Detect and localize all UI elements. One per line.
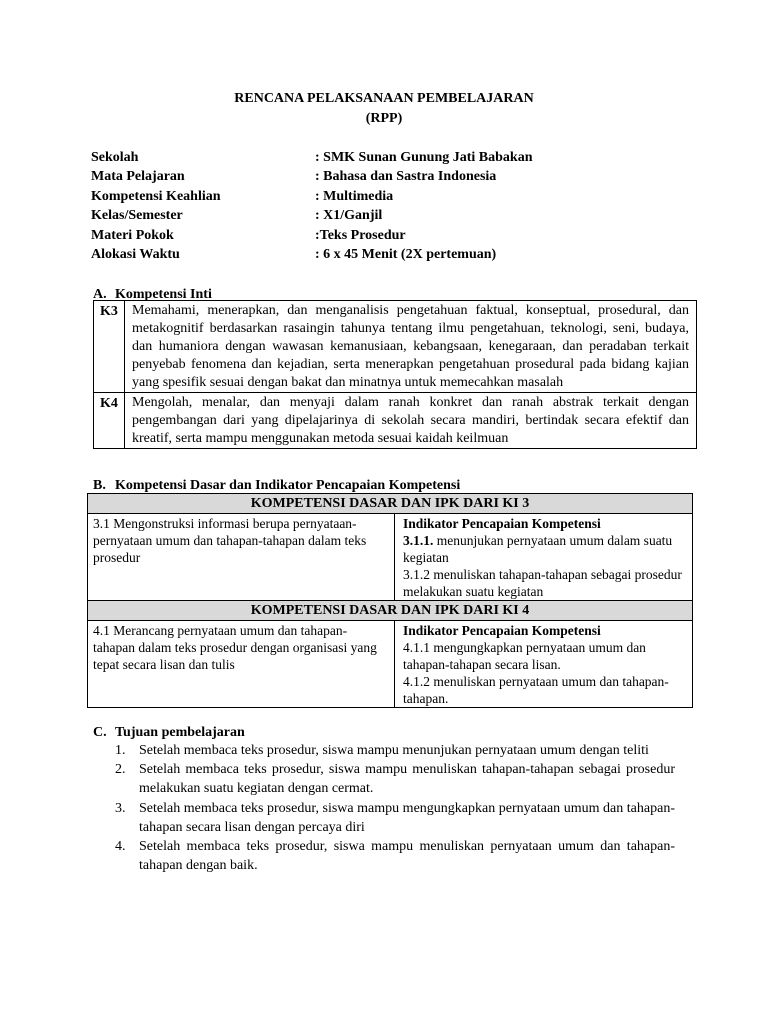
- document-title: RENCANA PELAKSANAAN PEMBELAJARAN: [234, 91, 534, 106]
- ki-description: Memahami, menerapkan, dan menganalisis pengetahuan faktual, konseptual, prosedural, dan metakognitif berdasarkan rasaingin tahunya tentang ilmu pengetahuan, teknologi, seni, budaya, dan humaniora dengan wawasan kemanusiaan, kebangsaan, kenegaraan, dan peradaban terkait penyebab fenomena dan kejadian, serta menerapkan pengetahuan prosedural pada bidang kajian yang spesifik sesuai dengan bakat dan minatnya untuk memecahkan masalah: [125, 301, 697, 393]
- list-item-number: 3.: [115, 800, 126, 816]
- kd-3-1: 3.1 Mengonstruksi informasi berupa pernyataan-pernyataan umum dan tahapan-tahapan dalam teks prosedur: [88, 514, 395, 601]
- ipk-3-1-1: [403, 532, 687, 566]
- identity-table: [91, 148, 532, 264]
- section-c-title: Tujuan pembelajaran: [115, 725, 245, 740]
- ki-row: [94, 301, 697, 393]
- ki-description: Mengolah, menalar, dan menyaji dalam ranah konkret dan ranah abstrak terkait dengan pengembangan dari yang dipelajarinya di sekolah secara mandiri, bertindak secara efektif dan kreatif, serta mampu menggunakan metoda sesuai kaidah keilmuan: [125, 393, 697, 449]
- kompetensi-dasar-table: [87, 493, 693, 708]
- section-b-title: Kompetensi Dasar dan Indikator Pencapaian Kompetensi: [115, 478, 461, 493]
- list-item-number: 4.: [115, 839, 126, 855]
- section-a-title: Kompetensi Inti: [115, 287, 212, 302]
- ki3-band-header: KOMPETENSI DASAR DAN IPK DARI KI 3: [88, 494, 693, 514]
- ki-row: [94, 393, 697, 449]
- kd-band-row: [88, 494, 693, 514]
- section-c-heading: [93, 723, 245, 742]
- ipk-4-1-2: 4.1.2 menuliskan pernyataan umum dan tahapan-tahapan.: [403, 674, 669, 706]
- list-item-text: Setelah membaca teks prosedur, siswa mampu mengungkapkan pernyataan umum dan tahapan-tahapan secara lisan dengan percaya diri: [139, 800, 675, 835]
- ipk-title: Indikator Pencapaian Kompetensi: [403, 516, 601, 531]
- identity-value: : 6 x 45 Menit (2X pertemuan): [315, 246, 497, 262]
- identity-row: [91, 187, 532, 206]
- list-item-text: Setelah membaca teks prosedur, siswa mampu menuliskan tahapan-tahapan sebagai prosedur melakukan suatu kegiatan dengan cermat.: [139, 762, 675, 797]
- kd-row: [88, 621, 693, 708]
- identity-label: Sekolah: [91, 150, 139, 165]
- ki-code: K3: [94, 301, 125, 393]
- ipk-cell: [395, 621, 693, 708]
- identity-label: Mata Pelajaran: [91, 169, 185, 185]
- identity-row: [91, 226, 532, 245]
- identity-row: [91, 206, 532, 225]
- list-item-number: 1.: [115, 743, 126, 758]
- identity-label: Materi Pokok: [91, 227, 174, 243]
- learning-objectives-list: [115, 741, 675, 875]
- identity-row: [91, 167, 532, 186]
- list-item-number: 2.: [115, 762, 126, 778]
- identity-value: : X1/Ganjil: [315, 208, 383, 224]
- ipk-3-1-1-number: 3.1.1.: [403, 533, 434, 548]
- section-a-letter: A.: [93, 287, 107, 302]
- kd-4-1: 4.1 Merancang pernyataan umum dan tahapan-tahapan dalam teks prosedur dengan organisasi yang tepat secara lisan dan tulis: [88, 621, 395, 708]
- identity-row: [91, 245, 532, 264]
- ki4-band-header: KOMPETENSI DASAR DAN IPK DARI KI 4: [88, 601, 693, 621]
- kd-row: [88, 514, 693, 601]
- list-item: [115, 837, 675, 875]
- list-item: [115, 760, 675, 798]
- ipk-4-1-1: 4.1.1 mengungkapkan pernyataan umum dan tahapan-tahapan secara lisan.: [403, 640, 646, 672]
- identity-value: :Teks Prosedur: [315, 227, 406, 243]
- list-item: [115, 799, 675, 837]
- kd-band-row: [88, 601, 693, 621]
- ki-code: K4: [94, 393, 125, 449]
- identity-label: Kelas/Semester: [91, 208, 183, 224]
- list-item-text: Setelah membaca teks prosedur, siswa mampu menuliskan pernyataan umum dan tahapan-tahapan dengan baik.: [139, 839, 675, 874]
- identity-row: [91, 148, 532, 167]
- list-item: [115, 741, 675, 760]
- section-b-letter: B.: [93, 478, 106, 493]
- ipk-3-1-2: 3.1.2 menuliskan tahapan-tahapan sebagai prosedur melakukan suatu kegiatan: [403, 567, 682, 599]
- ipk-cell: [395, 514, 693, 601]
- identity-value: : Bahasa dan Sastra Indonesia: [315, 169, 497, 185]
- ipk-3-1-1-text: menunjukan pernyataan umum dalam suatu kegiatan: [403, 533, 673, 565]
- kompetensi-inti-table: [93, 300, 697, 449]
- identity-value: : Multimedia: [315, 188, 394, 204]
- identity-value: : SMK Sunan Gunung Jati Babakan: [315, 150, 533, 165]
- list-item-text: Setelah membaca teks prosedur, siswa mampu menunjukan pernyataan umum dengan teliti: [139, 743, 649, 758]
- identity-label: Alokasi Waktu: [91, 246, 180, 262]
- document-subtitle: (RPP): [365, 111, 403, 126]
- section-c-letter: C.: [93, 725, 107, 740]
- ipk-title: Indikator Pencapaian Kompetensi: [403, 623, 601, 638]
- identity-label: Kompetensi Keahlian: [91, 188, 221, 204]
